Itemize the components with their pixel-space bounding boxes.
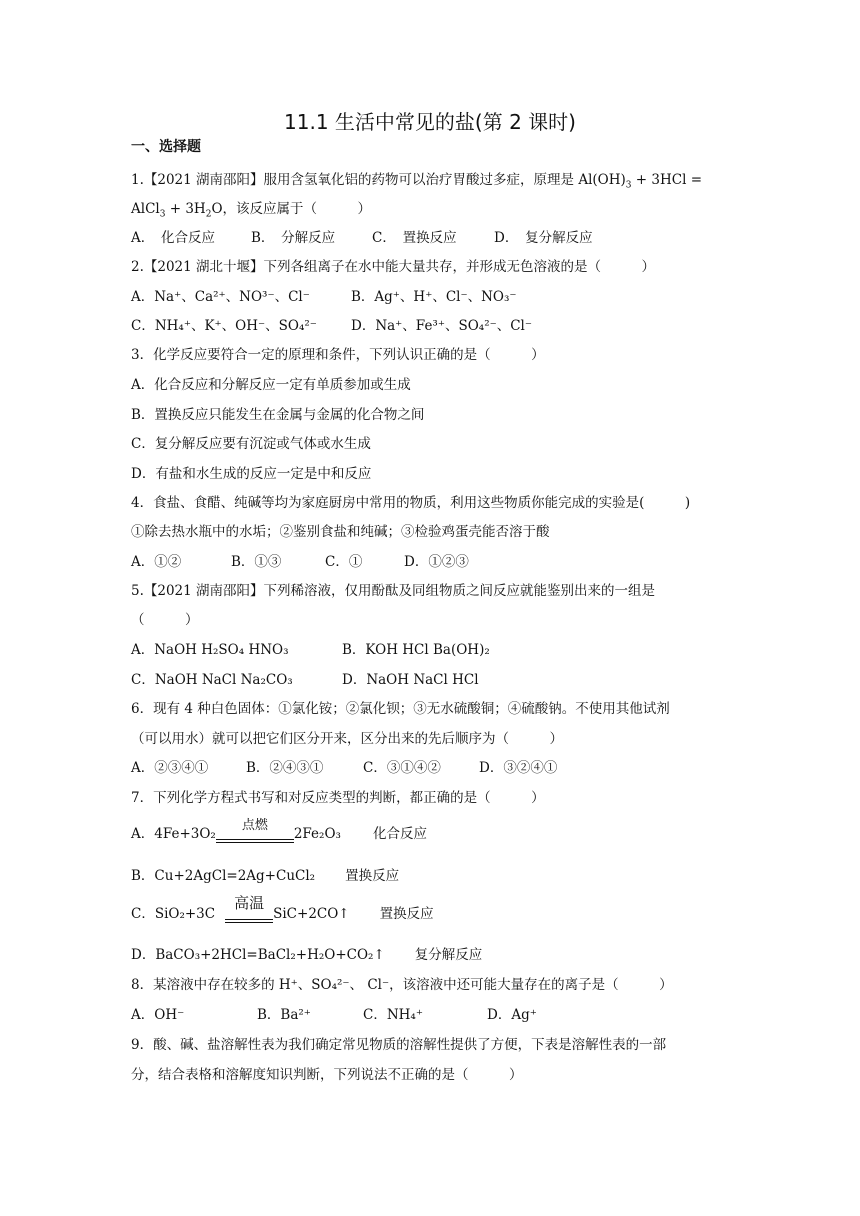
q6-option-a: A．②③④① [131, 760, 209, 776]
q6-option-d: D．③②④① [479, 760, 558, 776]
q1-option-c: C． 置换反应 [372, 230, 457, 246]
q5-option-c: C．NaOH NaCl Na₂CO₃ [131, 672, 293, 688]
q5-option-d: D．NaOH NaCl HCl [342, 672, 479, 688]
q4-option-b: B．①③ [231, 554, 282, 570]
q1-option-d: D． 复分解反应 [494, 230, 593, 246]
q5-option-a: A．NaOH H₂SO₄ HNO₃ [131, 642, 289, 658]
reaction-condition-arrow: 高温 [225, 911, 273, 923]
q9-stem-line1: 9．酸、碱、盐溶解性表为我们确定常见物质的溶解性提供了方便，下表是溶解性表的一部 [131, 1037, 667, 1053]
q6-stem-line2: （可以用水）就可以把它们区分开来，区分出来的先后顺序为（ ） [131, 731, 563, 747]
q5-stem-line1: 5.【2021 湖南邵阳】下列稀溶液，仅用酚酞及同组物质之间反应就能鉴别出来的一组是 [131, 583, 656, 599]
q1-stem-line1: 1.【2021 湖南邵阳】服用含氢氧化铝的药物可以治疗胃酸过多症，原理是 $Al(OH)_3 + 3HCl$ = [131, 172, 703, 191]
q3-option-a: A．化合反应和分解反应一定有单质参加或生成 [131, 377, 411, 393]
q8-option-b: B．Ba²⁺ [257, 1007, 311, 1023]
q8-option-a: A．OH⁻ [131, 1007, 185, 1023]
q2-option-b: B．Ag⁺、H⁺、Cl⁻、NO₃⁻ [351, 289, 517, 305]
q7-option-b: B．Cu+2AgCl=2Ag+CuCl₂ 置换反应 [131, 868, 400, 884]
q2-stem: 2.【2021 湖北十堰】下列各组离子在水中能大量共存，并形成无色溶液的是（ ） [131, 259, 656, 275]
q7-option-d: D．BaCO₃+2HCl=BaCl₂+H₂O+CO₂↑ 复分解反应 [131, 947, 483, 963]
q5-option-b: B．KOH HCl Ba(OH)₂ [342, 642, 490, 658]
q2-option-c: C．NH₄⁺、K⁺、OH⁻、SO₄²⁻ [131, 318, 317, 334]
q6-stem-line1: 6．现有 4 种白色固体：①氯化铵；②氯化钡；③无水硫酸铜；④硫酸钠。不使用其他试剂 [131, 701, 670, 717]
q3-option-b: B．置换反应只能发生在金属与金属的化合物之间 [131, 407, 425, 423]
q8-option-c: C．NH₄⁺ [363, 1007, 423, 1023]
q6-option-b: B．②④③① [246, 760, 324, 776]
q1-option-b: B． 分解反应 [251, 230, 336, 246]
q4-option-a: A．①② [131, 554, 182, 570]
q3-stem: 3．化学反应要符合一定的原理和条件，下列认识正确的是（ ） [131, 347, 545, 363]
q2-option-d: D．Na⁺、Fe³⁺、SO₄²⁻、Cl⁻ [351, 318, 533, 334]
q8-stem: 8．某溶液中存在较多的 H⁺、SO₄²⁻、 Cl⁻，该溶液中还可能大量存在的离子是（ ） [131, 977, 673, 993]
q2-option-a: A．Na⁺、Ca²⁺、NO³⁻、Cl⁻ [131, 289, 310, 305]
q4-option-d: D．①②③ [404, 554, 469, 570]
q8-option-d: D．Ag⁺ [487, 1007, 537, 1023]
q1-option-a: A． 化合反应 [131, 230, 215, 246]
q3-option-d: D．有盐和水生成的反应一定是中和反应 [131, 466, 372, 482]
q7-option-a: A．4Fe+3O₂ 点燃 2Fe₂O₃ 化合反应 [131, 818, 427, 842]
reaction-condition-arrow: 点燃 [216, 831, 294, 843]
q4-substatements: ①除去热水瓶中的水垢；②鉴别食盐和纯碱；③检验鸡蛋壳能否溶于酸 [131, 524, 550, 540]
page-title: 11.1 生活中常见的盐(第 2 课时) [284, 110, 576, 134]
q7-option-c: C．SiO₂+3C 高温 SiC+2CO↑ 置换反应 [131, 894, 434, 922]
q9-stem-line2: 分，结合表格和溶解度知识判断，下列说法不正确的是（ ） [131, 1067, 523, 1083]
section-heading: 一、选择题 [131, 139, 201, 155]
q5-stem-line2: （ ） [131, 612, 199, 628]
q4-stem: 4．食盐、食醋、纯碱等均为家庭厨房中常用的物质，利用这些物质你能完成的实验是( ) [131, 495, 691, 511]
q3-option-c: C．复分解反应要有沉淀或气体或水生成 [131, 436, 371, 452]
q1-stem-line2: AlCl$_3$ + $3H_2O$，该反应属于（ ） [131, 201, 372, 220]
q4-option-c: C．① [325, 554, 363, 570]
q7-stem: 7．下列化学方程式书写和对反应类型的判断，都正确的是（ ） [131, 790, 545, 806]
q6-option-c: C．③①④② [363, 760, 441, 776]
